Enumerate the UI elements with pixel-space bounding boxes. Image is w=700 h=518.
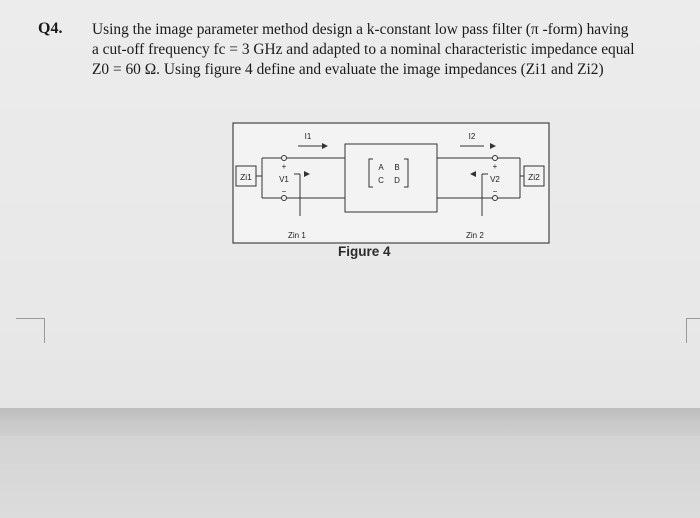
question-line-1: Using the image parameter method design a k-constant low pass filter (π -form) having [92, 21, 629, 38]
abcd-d: D [394, 176, 400, 185]
question-line-3: Z0 = 60 Ω. Using figure 4 define and evaluate the image impedances (Zi1 and Zi2) [92, 61, 604, 78]
i1-label: I1 [304, 132, 312, 141]
v1-minus: − [281, 187, 287, 196]
v2-plus: + [492, 162, 498, 171]
v1-label: V1 [279, 175, 289, 184]
zi2-label: Zi2 [528, 172, 540, 182]
two-port-network-svg [232, 122, 550, 244]
figure-caption: Figure 4 [338, 244, 391, 259]
abcd-c: C [378, 176, 384, 185]
zi1-label: Zi1 [240, 172, 252, 182]
abcd-b: B [394, 163, 400, 172]
page-bottom-area [0, 436, 700, 518]
question-text [92, 20, 696, 80]
page-corner-mark-left [16, 318, 45, 343]
v2-label: V2 [490, 175, 500, 184]
two-port-box [345, 144, 437, 212]
question-line-2: a cut-off frequency fc = 3 GHz and adapted to a nominal characteristic impedance equal [92, 41, 635, 58]
port2-top-terminal [493, 156, 498, 161]
port1-bottom-terminal [282, 196, 287, 201]
page-bottom-band [0, 408, 700, 436]
page-corner-mark-right [686, 318, 700, 343]
figure-4-diagram [232, 122, 550, 244]
zin1-label: Zin 1 [288, 231, 306, 240]
abcd-a: A [378, 163, 384, 172]
v1-plus: + [281, 162, 287, 171]
question-number: Q4. [38, 20, 63, 37]
v2-minus: − [492, 187, 498, 196]
zin2-label: Zin 2 [466, 231, 484, 240]
i2-label: I2 [468, 132, 476, 141]
port1-top-terminal [282, 156, 287, 161]
port2-bottom-terminal [493, 196, 498, 201]
